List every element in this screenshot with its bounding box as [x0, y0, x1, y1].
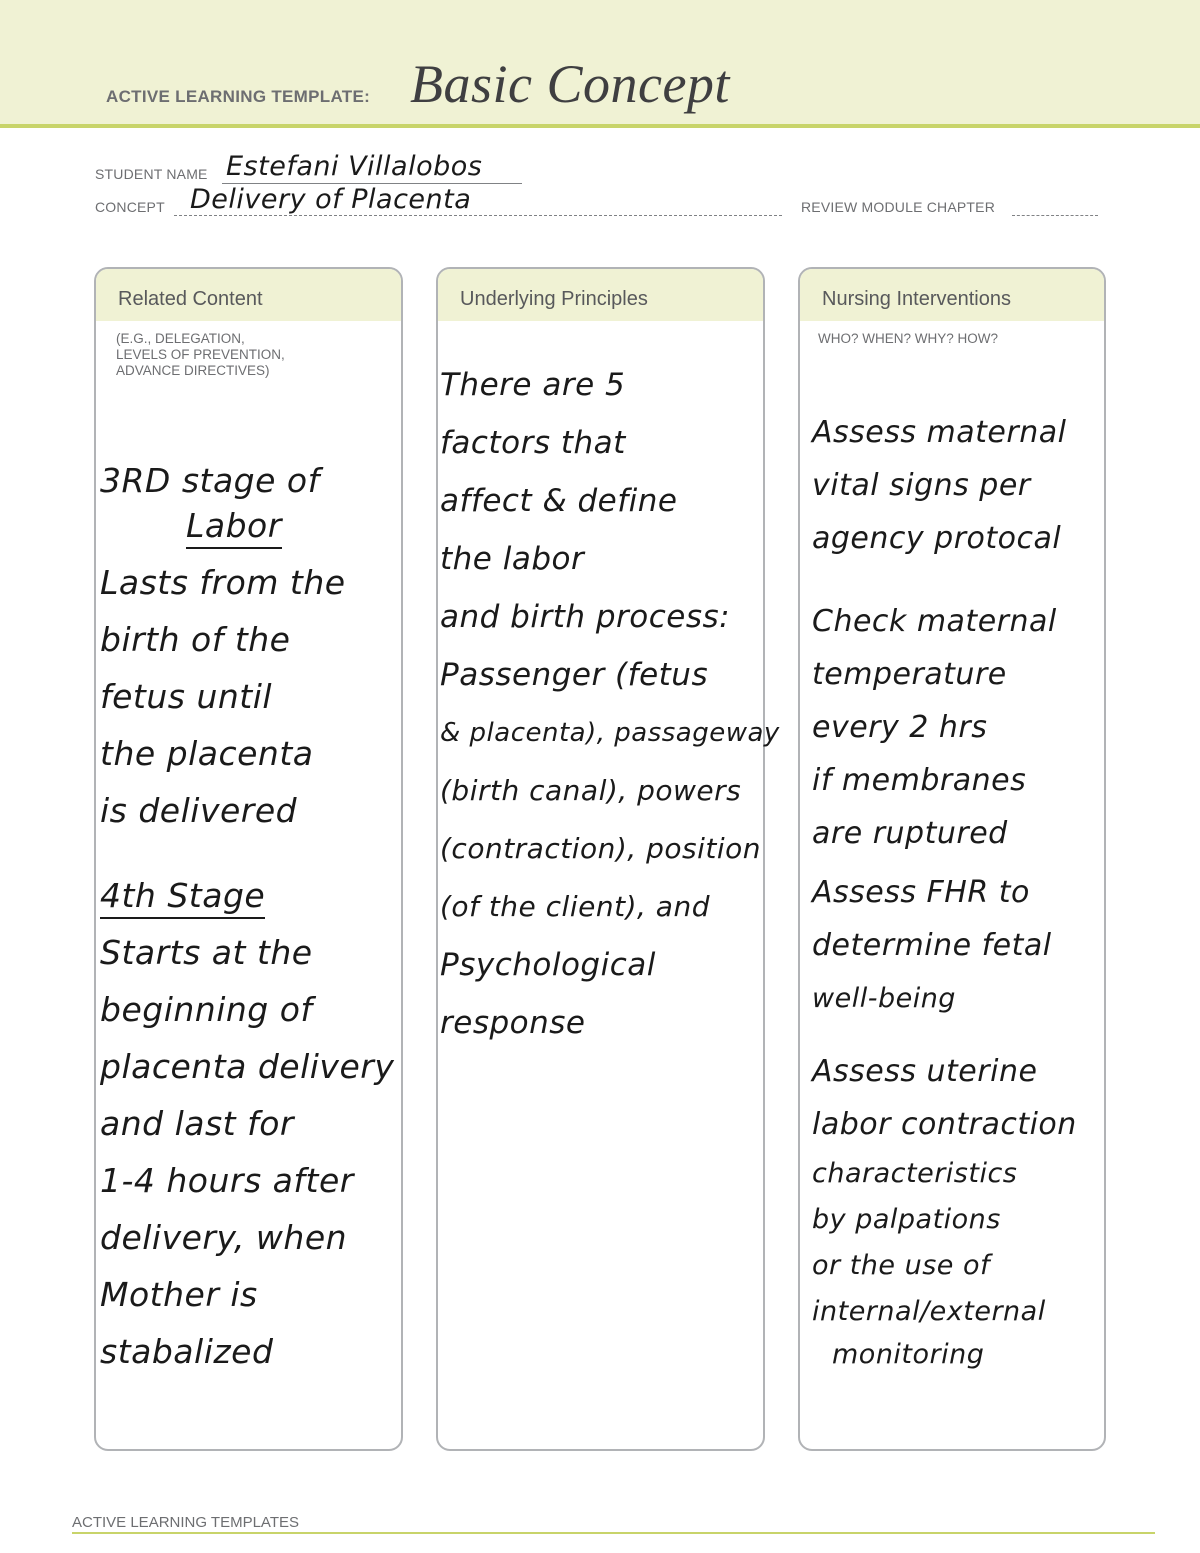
fourth-stage-line: 1-4 hours after [100, 1161, 354, 1200]
interventions-line: temperature [812, 657, 1007, 692]
interventions-line: Check maternal [812, 604, 1057, 639]
gap [812, 1025, 1077, 1045]
third-stage-line: Lasts from the [100, 563, 346, 602]
concept-value[interactable]: Delivery of Placenta [190, 184, 472, 215]
gap [100, 839, 394, 867]
student-name-label: STUDENT NAME [95, 166, 208, 182]
interventions-line: Assess FHR to [812, 875, 1030, 910]
principles-line: and birth process: [440, 599, 731, 635]
principles-line: affect & define [440, 483, 678, 519]
principles-line: Psychological [440, 947, 656, 983]
interventions-line: vital signs per [812, 468, 1031, 503]
third-stage-line: the placenta [100, 734, 314, 773]
principles-line: the labor [440, 541, 585, 577]
footer-rule [72, 1532, 1155, 1534]
fourth-stage-line: Mother is [100, 1275, 258, 1314]
interventions-line: by palpations [812, 1204, 1001, 1235]
review-chapter-line[interactable] [1012, 215, 1098, 216]
header-rule [0, 124, 1200, 128]
footer-label: ACTIVE LEARNING TEMPLATES [72, 1514, 299, 1531]
interventions-line: internal/external [812, 1296, 1046, 1327]
concept-label: CONCEPT [95, 199, 165, 215]
third-stage-line: fetus until [100, 677, 273, 716]
fourth-stage-heading: 4th Stage [100, 875, 265, 919]
interventions-line: well-being [812, 983, 956, 1014]
interventions-line: characteristics [812, 1158, 1018, 1189]
concept-line [174, 215, 782, 216]
principles-line: There are 5 [440, 367, 626, 403]
third-stage-heading-labor: Labor [186, 505, 282, 549]
fourth-stage-line: beginning of [100, 990, 313, 1029]
review-chapter-label: REVIEW MODULE CHAPTER [801, 199, 995, 215]
template-title: Basic Concept [410, 54, 730, 114]
principles-line: (contraction), position [440, 832, 762, 865]
third-stage-line: birth of the [100, 620, 291, 659]
interventions-notes[interactable] [812, 406, 1077, 1375]
nursing-interventions-subtitle: WHO? WHEN? WHY? HOW? [818, 331, 999, 346]
principles-line: response [440, 1005, 586, 1041]
interventions-line: or the use of [812, 1250, 990, 1281]
principles-line: (of the client), and [440, 890, 710, 923]
interventions-line: Assess uterine [812, 1054, 1038, 1089]
fourth-stage-line: Starts at the [100, 933, 313, 972]
student-name-value[interactable]: Estefani Villalobos [226, 151, 483, 182]
gap [812, 565, 1077, 595]
principles-line: factors that [440, 425, 626, 461]
interventions-line: labor contraction [812, 1107, 1077, 1142]
interventions-line: determine fetal [812, 928, 1052, 963]
interventions-line: monitoring [832, 1339, 985, 1370]
underlying-principles-header: Underlying Principles [438, 269, 763, 321]
related-content-header: Related Content [96, 269, 401, 321]
related-content-subtitle: (E.G., DELEGATION, LEVELS OF PREVENTION, ADVANCE DIRECTIVES) [116, 331, 285, 378]
fourth-stage-line: and last for [100, 1104, 294, 1143]
interventions-line: if membranes [812, 763, 1027, 798]
principles-line: (birth canal), powers [440, 774, 742, 807]
third-stage-heading: 3RD stage of [100, 461, 320, 500]
nursing-interventions-header: Nursing Interventions [800, 269, 1104, 321]
template-label: ACTIVE LEARNING TEMPLATE: [106, 87, 371, 106]
related-notes[interactable] [100, 452, 394, 1380]
principles-notes[interactable] [440, 356, 780, 1052]
principles-line: & placenta), passageway [440, 718, 780, 748]
interventions-line: every 2 hrs [812, 710, 988, 745]
principles-line: Passenger (fetus [440, 657, 709, 693]
interventions-line: agency protocal [812, 521, 1062, 556]
interventions-line: Assess maternal [812, 415, 1067, 450]
fourth-stage-line: placenta delivery [100, 1047, 395, 1086]
fourth-stage-line: delivery, when [100, 1218, 348, 1257]
interventions-line: are ruptured [812, 816, 1008, 851]
third-stage-line: is delivered [100, 791, 298, 830]
fourth-stage-line: stabalized [100, 1332, 274, 1371]
